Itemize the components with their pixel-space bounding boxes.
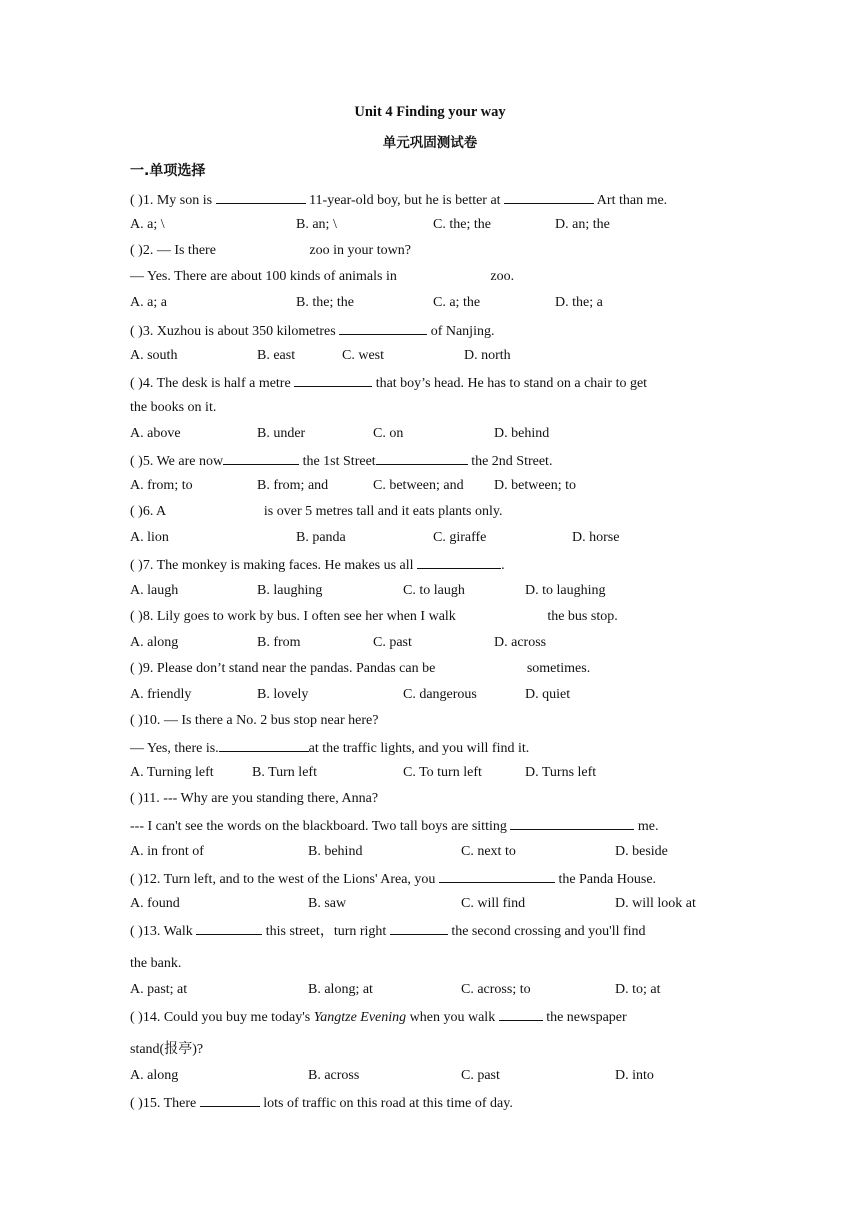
question-text: ( )13. Walk [130, 923, 197, 939]
question-stem [130, 789, 378, 809]
option-b[interactable]: B. panda [296, 530, 346, 546]
question-text: the Panda House. [554, 871, 657, 887]
answer-blank[interactable] [390, 920, 448, 935]
option-b[interactable]: B. east [257, 347, 296, 363]
question-continuation [130, 737, 529, 757]
option-b[interactable]: B. saw [308, 895, 347, 911]
option-a[interactable]: A. along [130, 634, 179, 650]
answer-blank[interactable] [439, 868, 555, 883]
option-a[interactable]: A. from; to [130, 478, 193, 494]
answer-blank[interactable] [417, 554, 501, 569]
option-a[interactable]: A. past; at [130, 982, 188, 997]
option-b[interactable]: B. lovely [257, 686, 309, 702]
answer-blank[interactable] [499, 1006, 543, 1021]
question-text: ( )5. We are now [130, 454, 224, 469]
answer-blank[interactable] [223, 450, 299, 465]
option-c[interactable]: C. the; the [433, 217, 491, 233]
option-b[interactable]: B. Turn left [252, 765, 317, 781]
option-c[interactable]: C. across; to [461, 982, 531, 997]
question-text: stand(报亭)? [130, 1042, 204, 1058]
option-b[interactable]: B. along; at [308, 982, 373, 997]
answer-blank[interactable] [339, 320, 427, 335]
answer-blank[interactable] [216, 189, 306, 204]
option-d[interactable]: D. quiet [525, 686, 571, 702]
question-text: ( )4. The desk is half a metre [130, 375, 295, 391]
answer-blank[interactable] [504, 189, 594, 204]
option-d[interactable]: D. horse [572, 530, 620, 546]
option-d[interactable]: D. to laughing [525, 582, 606, 598]
question-text: ( )1. My son is [130, 193, 216, 208]
section-heading: 一.单项选择 [130, 163, 206, 179]
option-a[interactable]: A. friendly [130, 686, 192, 702]
option-a[interactable]: A. found [130, 895, 180, 911]
question-text: ( )12. Turn left, and to the west of the Lions' Area, you [130, 871, 439, 887]
question-stem [130, 1006, 627, 1026]
question-text: the second crossing and you'll find [447, 923, 646, 939]
question-text: ( )9. Please don’t stand near the pandas. Pandas can be [130, 660, 439, 676]
question-text: zoo. [490, 269, 515, 285]
question-text: — Yes. There are about 100 kinds of animals in [130, 269, 401, 285]
question-text: 11-year-old boy, but he is better at [305, 193, 505, 208]
question-text: sometimes. [526, 660, 591, 676]
option-a[interactable]: A. south [130, 347, 178, 363]
option-b[interactable]: B. behind [308, 843, 363, 859]
option-d[interactable]: D. north [464, 347, 511, 363]
answer-blank[interactable] [376, 450, 468, 465]
option-c[interactable]: C. dangerous [403, 686, 477, 702]
option-a[interactable]: A. along [130, 1068, 179, 1084]
question-text: ( )3. Xuzhou is about 350 kilometres [130, 323, 340, 339]
question-text: the 1st Street [299, 454, 376, 469]
option-d[interactable]: D. an; the [555, 217, 610, 233]
answer-blank[interactable] [510, 815, 634, 830]
option-b[interactable]: B. under [257, 425, 306, 441]
question-text: Art than me. [594, 193, 668, 208]
question-text: the bank. [130, 955, 182, 971]
option-a[interactable]: A. Turning left [130, 765, 214, 781]
question-text: the newspaper [542, 1010, 627, 1026]
question-text: when you walk [406, 1010, 499, 1026]
question-text: the bus stop. [547, 608, 618, 624]
question-text: zoo in your town? [309, 243, 411, 259]
italic-title: Yangtze Evening [313, 1010, 407, 1026]
question-continuation [130, 815, 658, 835]
question-text: ( )8. Lily goes to work by bus. I often see her when I walk [130, 608, 460, 624]
question-text: ( )10. — Is there a No. 2 bus stop near here? [130, 713, 379, 728]
question-stem [130, 920, 646, 940]
document-subtitle: 单元巩固测试卷 [382, 135, 478, 151]
option-a[interactable]: A. a; a [130, 295, 167, 311]
option-c[interactable]: C. To turn left [403, 765, 482, 781]
question-text: --- I can't see the words on the blackboard. Two tall boys are sitting [130, 819, 511, 835]
question-stem [130, 372, 647, 392]
question-stem [130, 502, 503, 522]
option-c[interactable]: C. between; and [373, 478, 464, 494]
question-text: the 2nd Street. [467, 454, 553, 469]
question-stem [130, 450, 552, 470]
question-text: — Yes, there is. [130, 741, 219, 757]
question-stem [130, 189, 667, 209]
question-text: me. [634, 819, 659, 835]
question-continuation [130, 267, 514, 287]
option-b[interactable]: B. from [257, 634, 301, 650]
option-c[interactable]: C. west [342, 347, 384, 363]
question-text: of Nanjing. [427, 323, 495, 339]
question-text: ( )6. A [130, 504, 169, 520]
question-stem [130, 1092, 513, 1112]
question-text: the books on it. [130, 399, 217, 415]
question-text: ( )14. Could you buy me today's [130, 1010, 314, 1026]
option-d[interactable]: D. behind [494, 425, 550, 441]
option-b[interactable]: B. laughing [257, 582, 323, 598]
question-stem [130, 868, 656, 888]
option-a[interactable]: A. above [130, 425, 181, 441]
option-b[interactable]: B. across [308, 1068, 360, 1084]
option-b[interactable]: B. from; and [257, 478, 329, 494]
option-c[interactable]: C. on [373, 425, 404, 441]
option-c[interactable]: C. a; the [433, 295, 481, 311]
option-d[interactable]: D. the; a [555, 295, 603, 311]
answer-blank[interactable] [219, 737, 309, 752]
option-b[interactable]: B. the; the [296, 295, 354, 311]
question-text: is over 5 metres tall and it eats plants only. [263, 504, 503, 520]
question-text: this street，turn right [262, 923, 390, 939]
option-d[interactable]: D. between; to [494, 478, 577, 494]
question-text: ( )15. There [130, 1096, 200, 1112]
answer-blank[interactable] [200, 1092, 260, 1107]
question-stem [130, 711, 378, 731]
question-text: lots of traffic on this road at this time of day. [259, 1096, 513, 1112]
question-continuation [130, 398, 216, 418]
option-d[interactable]: D. to; at [615, 982, 661, 997]
question-stem [130, 659, 590, 679]
option-c[interactable]: C. to laugh [403, 582, 465, 598]
option-a[interactable]: A. laugh [130, 582, 179, 598]
question-stem [130, 320, 494, 340]
answer-blank[interactable] [294, 372, 372, 387]
question-stem [130, 607, 618, 627]
document-title: Unit 4 Finding your way [354, 104, 506, 120]
question-text: at the traffic lights, and you will find it. [308, 741, 530, 757]
option-c[interactable]: C. will find [461, 895, 526, 911]
option-a[interactable]: A. a; \ [130, 217, 165, 233]
option-d[interactable]: D. beside [615, 843, 668, 859]
question-continuation [130, 954, 181, 974]
question-text: ( )11. --- Why are you standing there, Anna? [130, 791, 379, 807]
option-c[interactable]: C. next to [461, 843, 516, 859]
option-a[interactable]: A. lion [130, 530, 169, 546]
option-a[interactable]: A. in front of [130, 843, 204, 859]
option-d[interactable]: D. into [615, 1068, 654, 1084]
question-text: ( )2. — Is there [130, 243, 220, 259]
answer-blank[interactable] [196, 920, 262, 935]
question-text: that boy’s head. He has to stand on a chair to get [372, 375, 648, 391]
question-stem [130, 241, 411, 261]
question-text: ( )7. The monkey is making faces. He makes us all [130, 558, 418, 574]
option-c[interactable]: C. past [461, 1068, 500, 1084]
option-c[interactable]: C. giraffe [433, 530, 487, 546]
option-d[interactable]: D. across [494, 634, 547, 650]
option-b[interactable]: B. an; \ [296, 217, 337, 233]
question-text: . [501, 558, 505, 574]
question-stem [130, 554, 505, 574]
question-continuation [130, 1040, 203, 1060]
option-d[interactable]: D. will look at [615, 895, 696, 911]
option-c[interactable]: C. past [373, 634, 412, 650]
option-d[interactable]: D. Turns left [525, 765, 597, 781]
